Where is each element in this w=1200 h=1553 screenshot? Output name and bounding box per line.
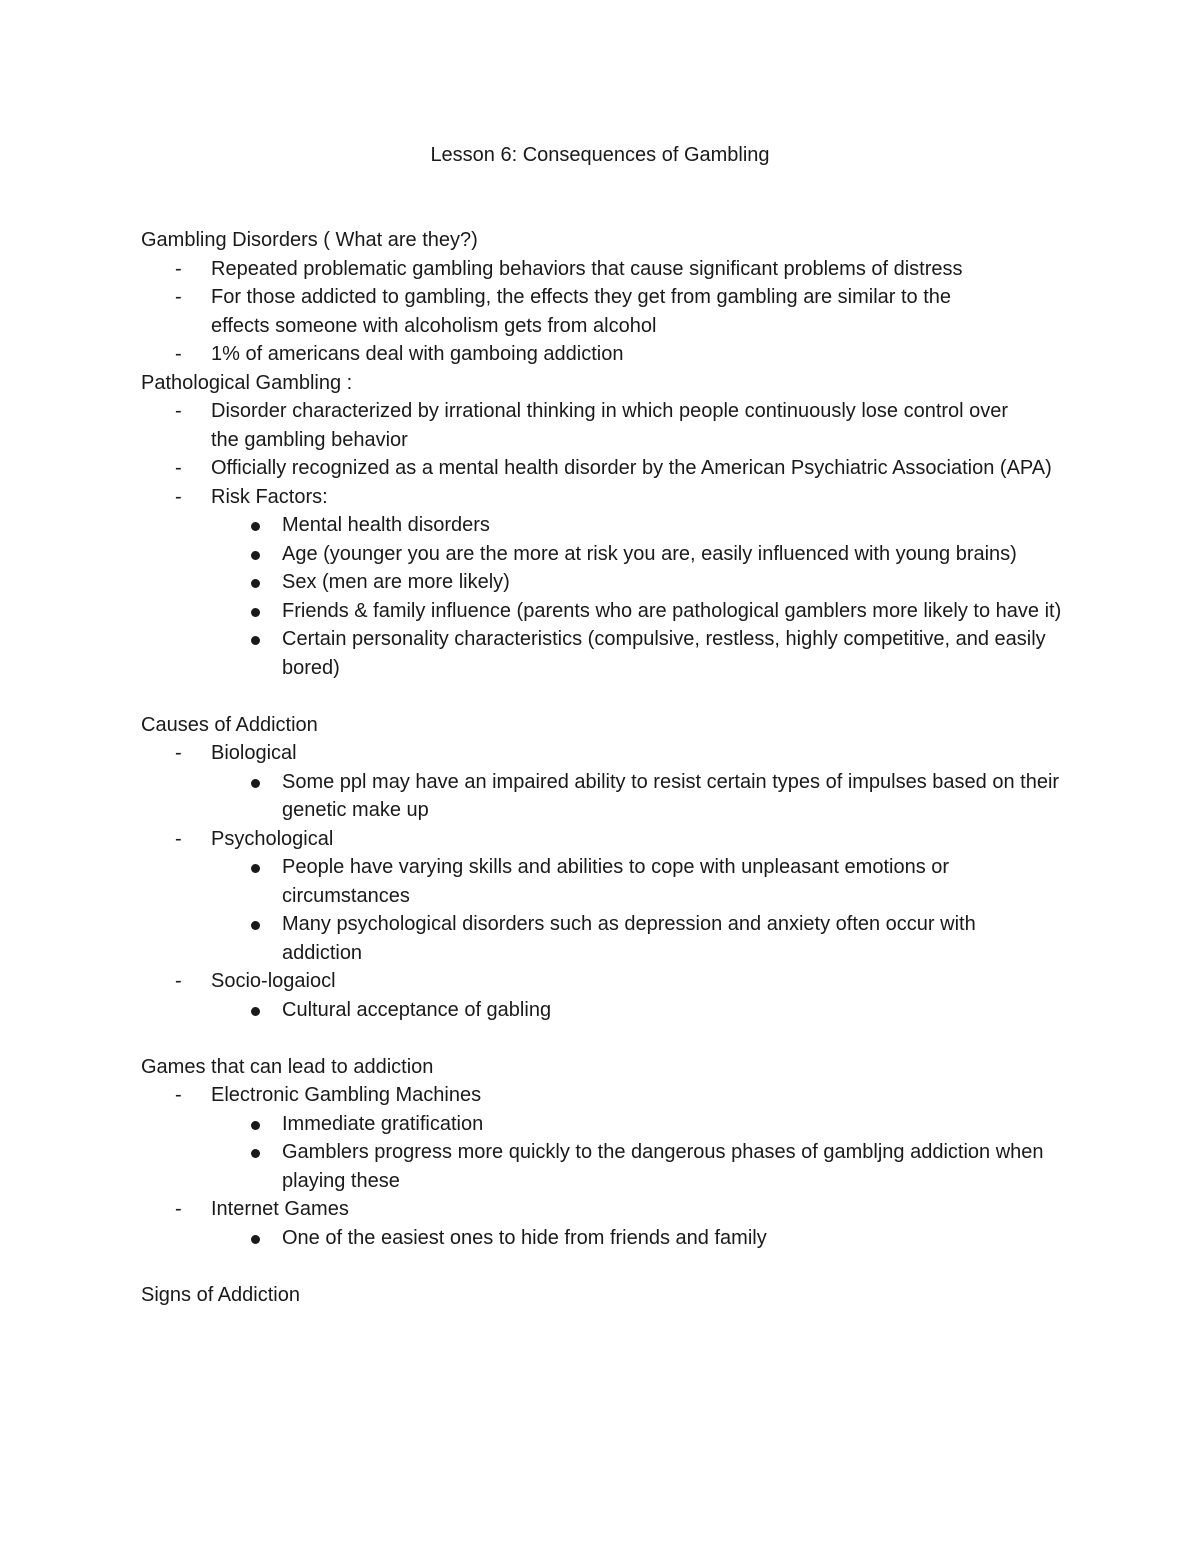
list-item-text: Officially recognized as a mental health disorder by the American Psychiatric Association (APA) bbox=[211, 457, 1052, 479]
dash-marker: - bbox=[175, 1084, 182, 1106]
bullet-icon bbox=[251, 636, 260, 645]
heading-games-addiction: Games that can lead to addiction bbox=[141, 1055, 434, 1078]
dash-marker: - bbox=[175, 286, 182, 308]
list-item-text: Psychological bbox=[211, 827, 334, 850]
dash-marker: - bbox=[175, 485, 182, 508]
bullet-text: One of the easiest ones to hide from friends and family bbox=[282, 1226, 767, 1249]
dash-marker: - bbox=[175, 827, 182, 850]
bullet-text: Mental health disorders bbox=[282, 514, 490, 536]
list-item-text: Electronic Gambling Machines bbox=[211, 1084, 482, 1106]
bullet-text: People have varying skills and abilities to cope with unpleasant emotions or circumstances bbox=[282, 856, 950, 907]
bullet-item bbox=[141, 768, 1062, 825]
bullet-text: Sex (men are more likely) bbox=[282, 571, 510, 593]
list-item bbox=[141, 340, 1071, 369]
bullet-item bbox=[141, 1138, 1072, 1195]
dash-marker: - bbox=[175, 400, 182, 422]
bullet-icon bbox=[251, 1149, 260, 1158]
bullet-icon bbox=[251, 522, 260, 531]
list-item bbox=[141, 283, 1011, 340]
list-item bbox=[141, 1195, 1071, 1224]
dash-marker: - bbox=[175, 257, 182, 280]
list-item-text: Biological bbox=[211, 742, 297, 764]
list-item bbox=[141, 483, 1071, 512]
list-item bbox=[141, 1081, 1071, 1110]
bullet-item bbox=[141, 910, 1052, 967]
bullet-icon bbox=[251, 579, 260, 588]
document-body bbox=[141, 226, 1071, 1309]
bullet-icon bbox=[251, 779, 260, 788]
list-item-text: 1% of americans deal with gamboing addiction bbox=[211, 343, 624, 365]
bullet-icon bbox=[251, 921, 260, 930]
bullet-item bbox=[141, 1110, 1071, 1139]
bullet-item bbox=[141, 511, 1071, 540]
list-item-text: Repeated problematic gambling behaviors that cause significant problems of distress bbox=[211, 257, 963, 280]
list-item-text: For those addicted to gambling, the effects they get from gambling are similar to the effects someone with alcoholism gets from alcohol bbox=[211, 286, 952, 337]
list-item bbox=[141, 967, 1071, 996]
dash-marker: - bbox=[175, 343, 182, 365]
heading-signs-of-addiction: Signs of Addiction bbox=[141, 1283, 300, 1306]
list-item bbox=[141, 739, 1071, 768]
bullet-icon bbox=[251, 608, 260, 617]
dash-marker: - bbox=[175, 1198, 182, 1220]
bullet-icon bbox=[251, 1235, 260, 1244]
list-item bbox=[141, 825, 1071, 854]
bullet-text: Certain personality characteristics (compulsive, restless, highly competitive, and easily bored) bbox=[282, 628, 1046, 679]
bullet-item bbox=[141, 540, 1022, 569]
spacer bbox=[141, 682, 1071, 711]
bullet-item bbox=[141, 1224, 1071, 1253]
bullet-item bbox=[141, 853, 1022, 910]
spacer bbox=[141, 1024, 1071, 1053]
bullet-text: Some ppl may have an impaired ability to resist certain types of impulses based on their genetic make up bbox=[282, 770, 1060, 821]
bullet-text: Friends & family influence (parents who are pathological gamblers more likely to have it) bbox=[282, 599, 1062, 622]
bullet-item bbox=[141, 568, 1071, 597]
bullet-icon bbox=[251, 1121, 260, 1130]
spacer bbox=[141, 1252, 1071, 1281]
bullet-icon bbox=[251, 864, 260, 873]
bullet-item bbox=[141, 597, 1062, 626]
bullet-text: Age (younger you are the more at risk you are, easily influenced with young brains) bbox=[282, 542, 1017, 565]
list-item-text: Disorder characterized by irrational thinking in which people continuously lose control over the gambling behavior bbox=[211, 400, 1009, 451]
list-item bbox=[141, 255, 1071, 284]
list-item-text: Internet Games bbox=[211, 1198, 349, 1220]
list-item-text: Risk Factors: bbox=[211, 485, 328, 508]
bullet-icon bbox=[251, 551, 260, 560]
bullet-text: Cultural acceptance of gabling bbox=[282, 998, 552, 1021]
heading-causes-of-addiction: Causes of Addiction bbox=[141, 713, 318, 736]
bullet-text: Many psychological disorders such as depression and anxiety often occur with addiction bbox=[282, 913, 976, 964]
bullet-text: Immediate gratification bbox=[282, 1112, 484, 1135]
dash-marker: - bbox=[175, 742, 182, 764]
heading-gambling-disorders: Gambling Disorders ( What are they?) bbox=[141, 229, 478, 251]
page-title: Lesson 6: Consequences of Gambling bbox=[430, 144, 770, 166]
bullet-item bbox=[141, 625, 1062, 682]
dash-marker: - bbox=[175, 970, 182, 992]
heading-pathological-gambling: Pathological Gambling : bbox=[141, 371, 353, 394]
bullet-icon bbox=[251, 1007, 260, 1016]
bullet-item bbox=[141, 996, 1071, 1025]
dash-marker: - bbox=[175, 457, 182, 479]
bullet-text: Gamblers progress more quickly to the dangerous phases of gambljng addiction when playing these bbox=[282, 1141, 1044, 1192]
list-item bbox=[141, 397, 1031, 454]
list-item bbox=[141, 454, 1061, 483]
list-item-text: Socio-logaiocl bbox=[211, 970, 336, 992]
